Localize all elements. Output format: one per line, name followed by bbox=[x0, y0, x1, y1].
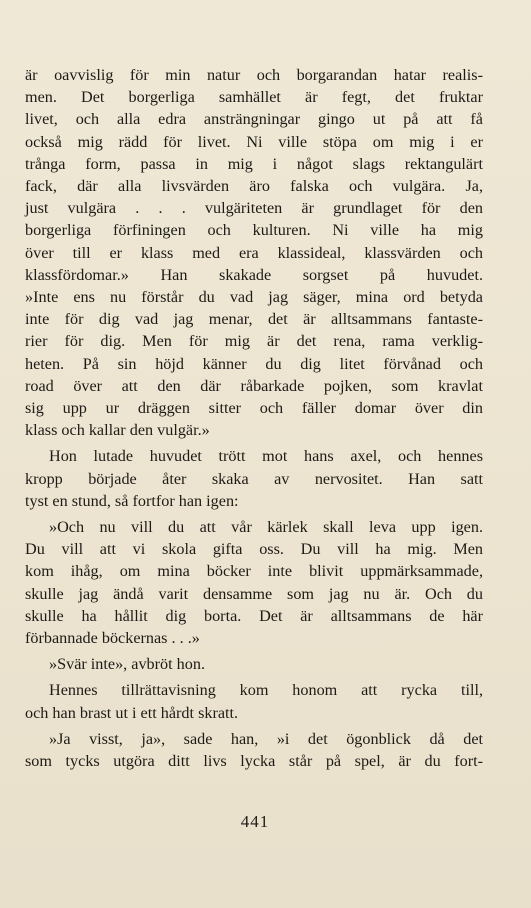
text-line: rier för dig. Men för mig är det rena, rama verklig- bbox=[25, 332, 483, 351]
text-line: road över att den där råbarkade pojken, som kravlat bbox=[25, 376, 483, 395]
text-line: över till er klass med era klassideal, klassvärden och bbox=[25, 243, 483, 262]
text-line: skulle jag ändå varit densamme som jag nu är. Och du bbox=[25, 584, 483, 603]
text-line: Hennes tillrättavisning kom honom att rycka till, bbox=[49, 681, 483, 700]
text-line: Du vill att vi skola gifta oss. Du vill ha mig. Men bbox=[25, 540, 483, 559]
text-line: just vulgära . . . vulgäriteten är grundlaget för den bbox=[25, 199, 483, 218]
text-line: kom ihåg, om mina böcker inte blivit uppmärksammade, bbox=[25, 562, 483, 581]
body-text bbox=[25, 64, 483, 772]
text-line: är oavvislig för min natur och borgarandan hatar realis- bbox=[25, 66, 483, 84]
text-line: livet, och alla edra ansträngningar gingo ut på att få bbox=[25, 110, 483, 129]
text-line: klass och kallar den vulgär.» bbox=[25, 421, 210, 440]
text-line: Hon lutade huvudet trött mot hans axel, och hennes bbox=[49, 447, 483, 466]
text-line: heten. På sin höjd känner du dig litet förvånad och bbox=[25, 354, 483, 373]
text-line: förbannade böckernas . . .» bbox=[25, 629, 200, 648]
text-line: fack, där alla livsvärden äro falska och vulgära. Ja, bbox=[25, 177, 483, 196]
text-line: tyst en stund, så fortfor han igen: bbox=[25, 491, 239, 510]
text-line: men. Det borgerliga samhället är fegt, det fruktar bbox=[25, 88, 483, 107]
text-line: kropp började åter skaka av nervositet. Han satt bbox=[25, 469, 483, 488]
text-line: trånga form, passa in mig i något slags rektangulärt bbox=[25, 154, 483, 173]
text-line: inte för dig vad jag menar, det är alltsammans fantaste- bbox=[25, 310, 483, 329]
text-line: borgerliga förfiningen och kulturen. Ni ville ha mig bbox=[25, 221, 483, 240]
text-line: »Ja visst, ja», sade han, »i det ögonblick då det bbox=[49, 729, 483, 748]
text-line: också mig rädd för livet. Ni ville stöpa om mig i er bbox=[25, 132, 483, 151]
text-line: som tycks utgöra ditt livs lycka står på spel, är du fort- bbox=[25, 752, 483, 771]
text-line: »Inte ens nu förstår du vad jag säger, mina ord betyda bbox=[25, 288, 483, 307]
text-line: sig upp ur dräggen sitter och fäller domar över din bbox=[25, 399, 483, 418]
text-line: »Och nu vill du att vår kärlek skall leva upp igen. bbox=[49, 518, 483, 537]
text-line: »Svär inte», avbröt hon. bbox=[49, 655, 206, 674]
text-line: och han brast ut i ett hårdt skratt. bbox=[25, 703, 239, 722]
text-line: klassfördomar.» Han skakade sorgset på huvudet. bbox=[25, 265, 483, 284]
page-number: 441 bbox=[240, 812, 270, 831]
text-line: skulle ha hållit dig borta. Det är alltsammans de här bbox=[25, 606, 483, 625]
